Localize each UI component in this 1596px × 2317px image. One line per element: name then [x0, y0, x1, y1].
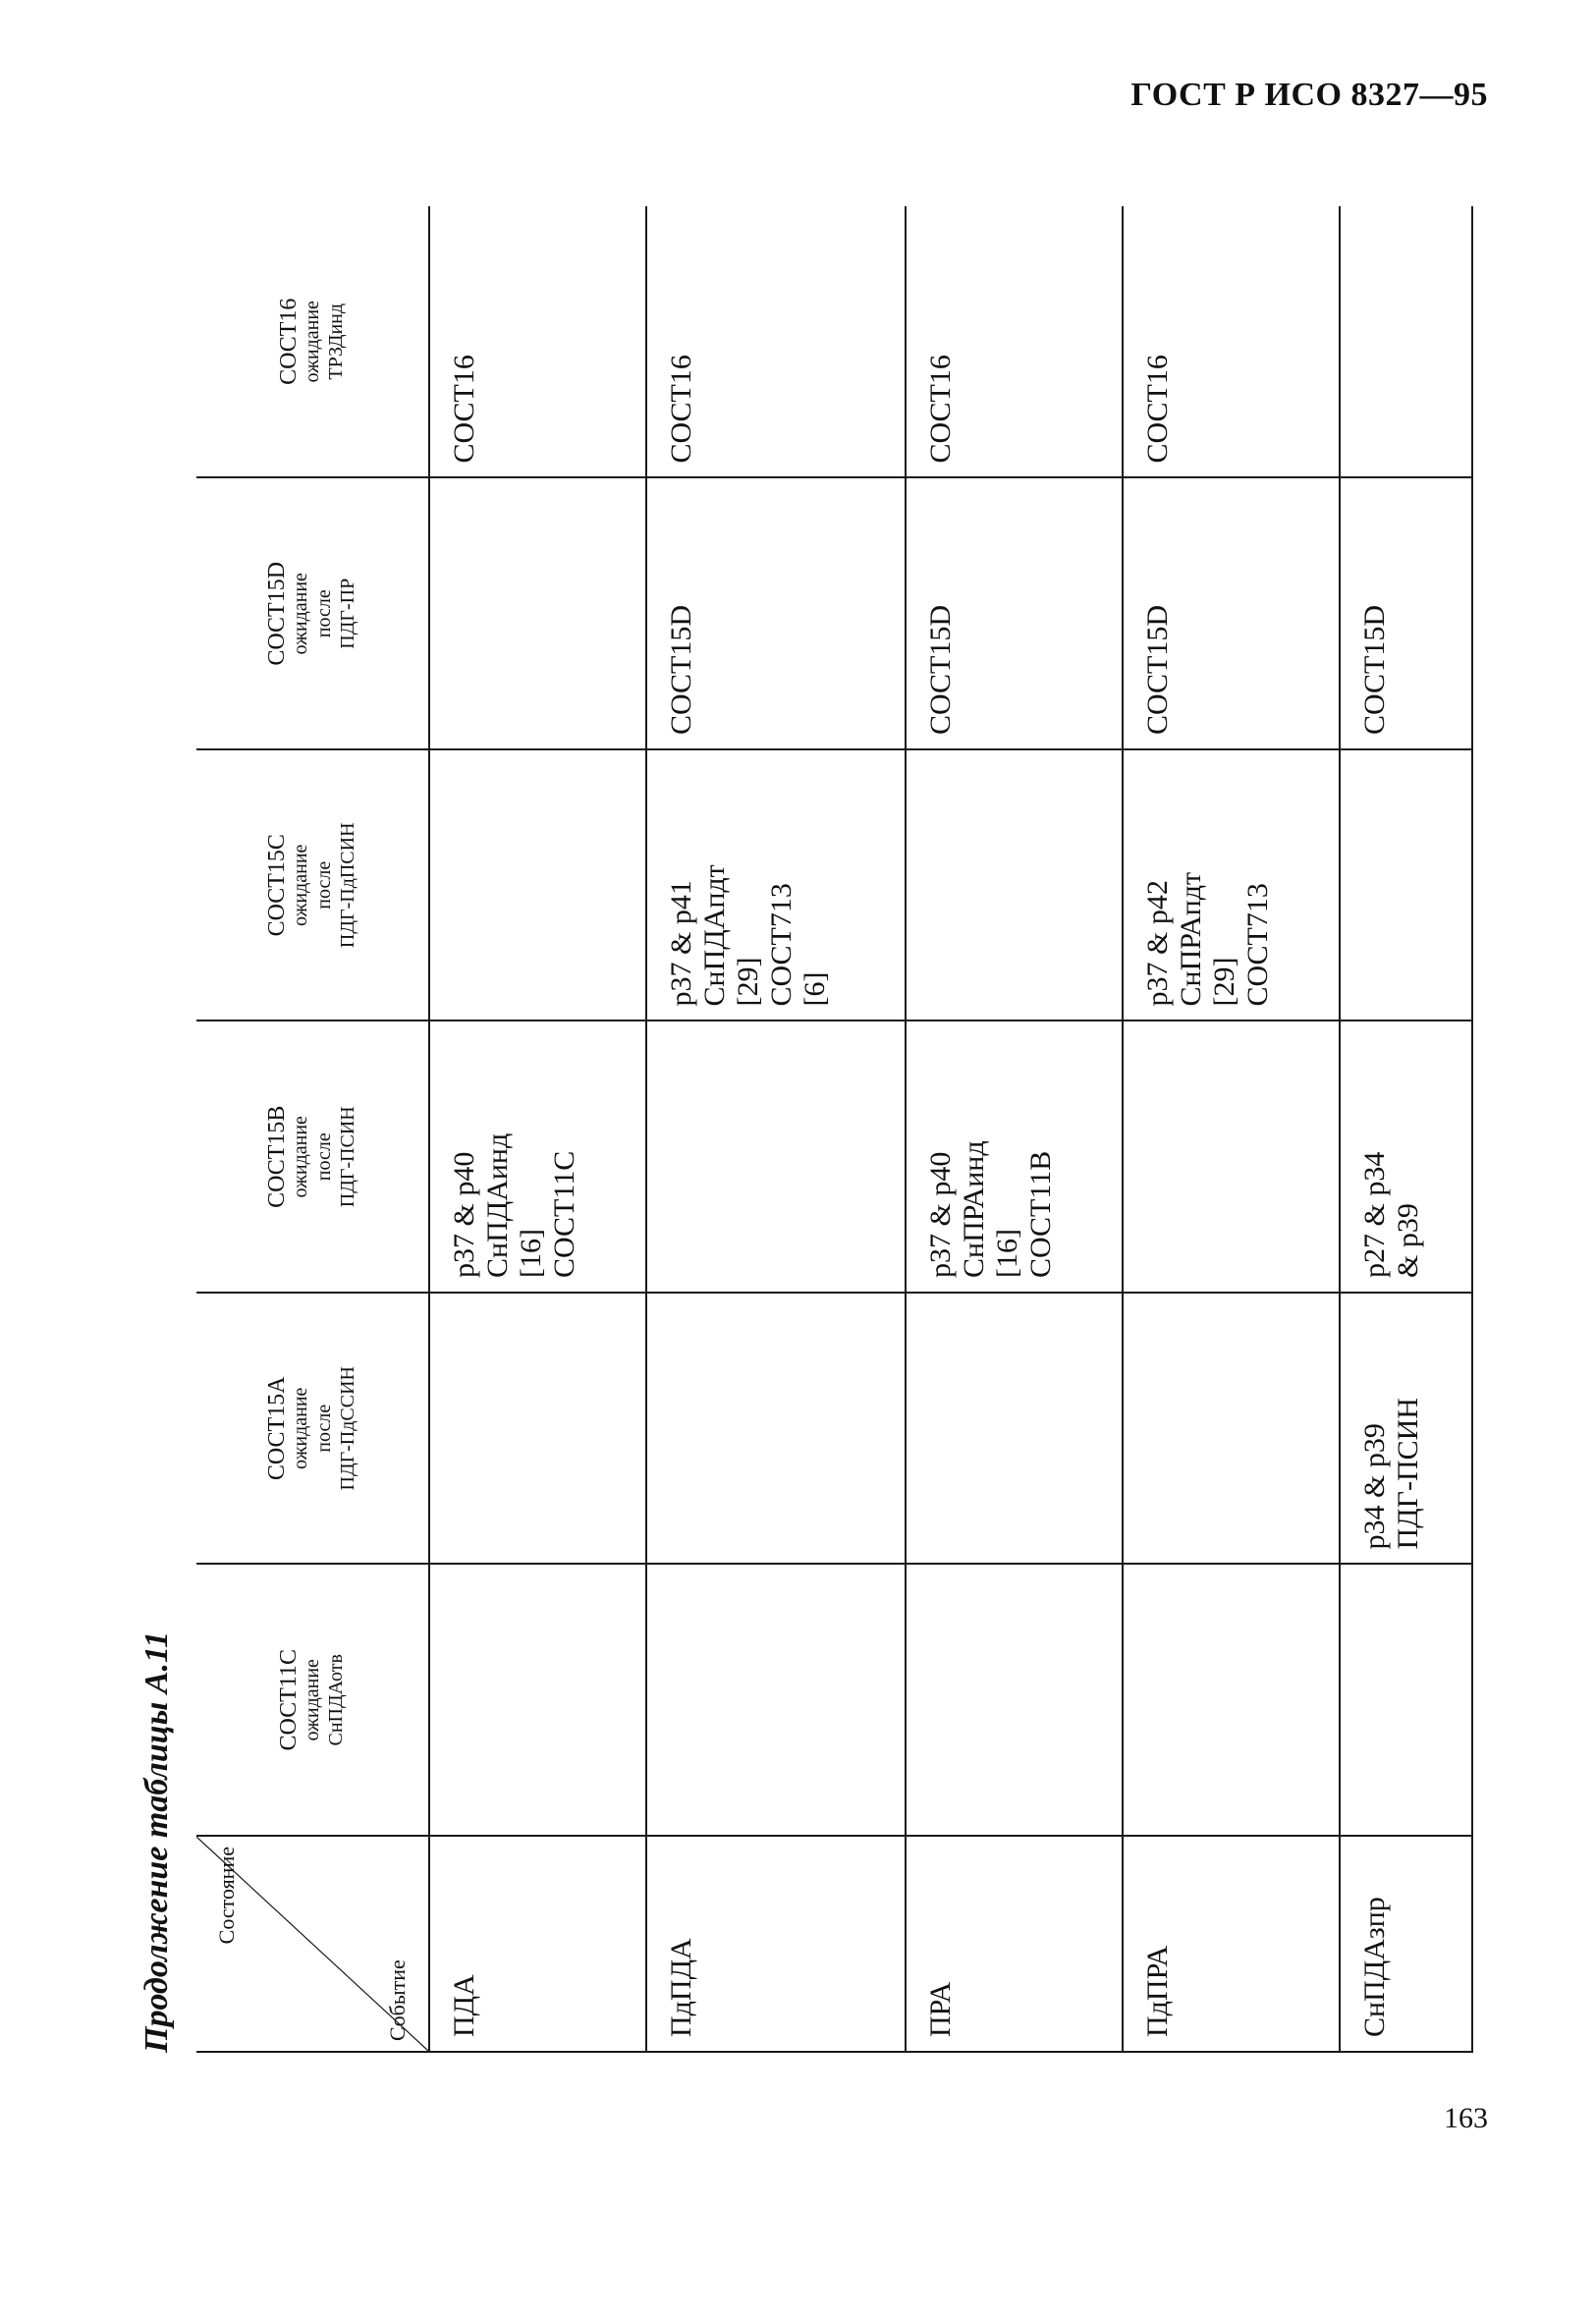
column-header [196, 1021, 429, 1294]
column-header [196, 206, 429, 478]
table-cell [429, 1293, 646, 1565]
table-cell [1123, 478, 1340, 750]
rotated-table-area [128, 187, 1503, 2053]
table-row [1123, 206, 1340, 2052]
cell-line: ПДГ-ПСИН [1392, 1398, 1425, 1550]
cell-line: [16] [991, 1229, 1024, 1278]
table-cell [1340, 1293, 1472, 1565]
cell-line: СОСТ16 [1141, 355, 1175, 464]
column-desc-line: ПДГ-ПдССИН [337, 1366, 358, 1491]
cell-line: СнПДАинд [481, 1132, 514, 1278]
column-desc-line: ожидание [302, 1659, 323, 1741]
cell-line: р37 & р40 [448, 1151, 480, 1278]
table-cell [429, 749, 646, 1021]
table-cell [1340, 478, 1472, 750]
header-row [196, 206, 429, 2052]
table-cell [1123, 749, 1340, 1021]
cell-line: СОСТ11В [1024, 1150, 1058, 1278]
cell-line: СОСТ11С [548, 1150, 580, 1278]
table-cell [906, 1293, 1123, 1565]
column-desc-line: ожидание [290, 1116, 311, 1198]
cell-line: р37 & р40 [924, 1151, 958, 1278]
column-desc-line: ПДГ-ПдПСИН [337, 822, 358, 949]
table-row [1340, 206, 1472, 2052]
column-desc-line: после [313, 589, 335, 638]
page-header: ГОСТ Р ИСО 8327—95 [1130, 77, 1488, 113]
row-event-name: ПДА [429, 1836, 646, 2052]
column-state-code: СОСТ11С [276, 1649, 302, 1751]
table-cell [906, 1021, 1123, 1294]
table-cell [646, 206, 906, 478]
row-event-name: ПРА [906, 1836, 1123, 2052]
column-desc-line: после [313, 1132, 335, 1182]
cell-line: & р39 [1392, 1203, 1425, 1278]
table-cell [429, 206, 646, 478]
table-cell [646, 1565, 906, 1837]
table-cell [1123, 1293, 1340, 1565]
column-desc-line: СнПДАотв [325, 1654, 347, 1746]
column-desc-line: ПДГ-ПР [337, 578, 358, 649]
cell-line: СнПРАинд [958, 1140, 991, 1278]
table-cell [1123, 206, 1340, 478]
column-desc-line: после [313, 1404, 335, 1453]
cell-line: [29] [732, 957, 765, 1007]
row-event-name: ПдПРА [1123, 1836, 1340, 2052]
row-event-name: СнПДАзпр [1340, 1836, 1472, 2052]
cell-line: р37 & р41 [665, 880, 698, 1007]
column-desc-line: ожидание [302, 301, 323, 383]
table-cell [1340, 1565, 1472, 1837]
table-cell [646, 1293, 906, 1565]
column-desc-line: после [313, 860, 335, 910]
column-state-code: СОСТ16 [276, 298, 302, 385]
table-cell [1340, 1021, 1472, 1294]
column-state-code: СОСТ15С [264, 834, 290, 937]
column-desc-line: ожидание [290, 573, 311, 655]
cell-line: [29] [1208, 957, 1241, 1007]
column-state-code: СОСТ15А [264, 1376, 290, 1481]
cell-line: р34 & р39 [1358, 1423, 1392, 1550]
table-cell [429, 478, 646, 750]
column-state-code: СОСТ15D [264, 561, 290, 666]
corner-event-label: Событие [385, 1959, 410, 2041]
table-cell [1340, 749, 1472, 1021]
table-cell [906, 749, 1123, 1021]
cell-line: СОСТ15D [665, 604, 698, 735]
corner-cell [196, 1836, 429, 2052]
cell-line: СОСТ15D [1358, 604, 1392, 735]
cell-line: СОСТ16 [448, 355, 480, 464]
column-header [196, 1565, 429, 1837]
cell-line: СОСТ15D [924, 604, 958, 735]
column-desc-line: ожидание [290, 1387, 311, 1469]
table-row [429, 206, 646, 2052]
cell-line: СОСТ15D [1141, 604, 1175, 735]
table-caption: Продолжение таблицы А.11 [138, 1630, 175, 2053]
table-cell [906, 1565, 1123, 1837]
cell-line: СнПДАпдт [698, 864, 732, 1007]
table-cell [1123, 1565, 1340, 1837]
column-state-code: СОСТ15В [264, 1105, 290, 1208]
state-transition-table [196, 206, 1473, 2053]
table-cell [429, 1565, 646, 1837]
cell-line: р27 & р34 [1358, 1151, 1392, 1278]
cell-line: СОСТ16 [924, 355, 958, 464]
cell-line: СнПРАпдт [1175, 871, 1208, 1007]
cell-line: [16] [515, 1229, 547, 1278]
table-cell [646, 1021, 906, 1294]
table-cell [646, 749, 906, 1021]
table-cell [646, 478, 906, 750]
cell-line: СОСТ713 [1241, 883, 1275, 1007]
table-cell [429, 1021, 646, 1294]
column-desc-line: ПДГ-ПСИН [337, 1106, 358, 1208]
column-header [196, 1293, 429, 1565]
cell-line: СОСТ16 [665, 355, 698, 464]
cell-line: р37 & р42 [1141, 880, 1175, 1007]
table-cell [1340, 206, 1472, 478]
rotated-table-content [128, 187, 1503, 2053]
table-row [906, 206, 1123, 2052]
column-header [196, 478, 429, 750]
table-cell [906, 206, 1123, 478]
corner-state-label: Состояние [214, 1847, 239, 1945]
page-number: 163 [1444, 2102, 1488, 2134]
table-row [646, 206, 906, 2052]
table-cell [1123, 1021, 1340, 1294]
column-desc-line: ожидание [290, 844, 311, 926]
column-header [196, 749, 429, 1021]
table-cell [906, 478, 1123, 750]
row-event-name: ПдПДА [646, 1836, 906, 2052]
cell-line: СОСТ713 [765, 883, 798, 1007]
column-desc-line: ТРЗДинд [325, 303, 347, 380]
cell-line: [6] [798, 971, 832, 1007]
